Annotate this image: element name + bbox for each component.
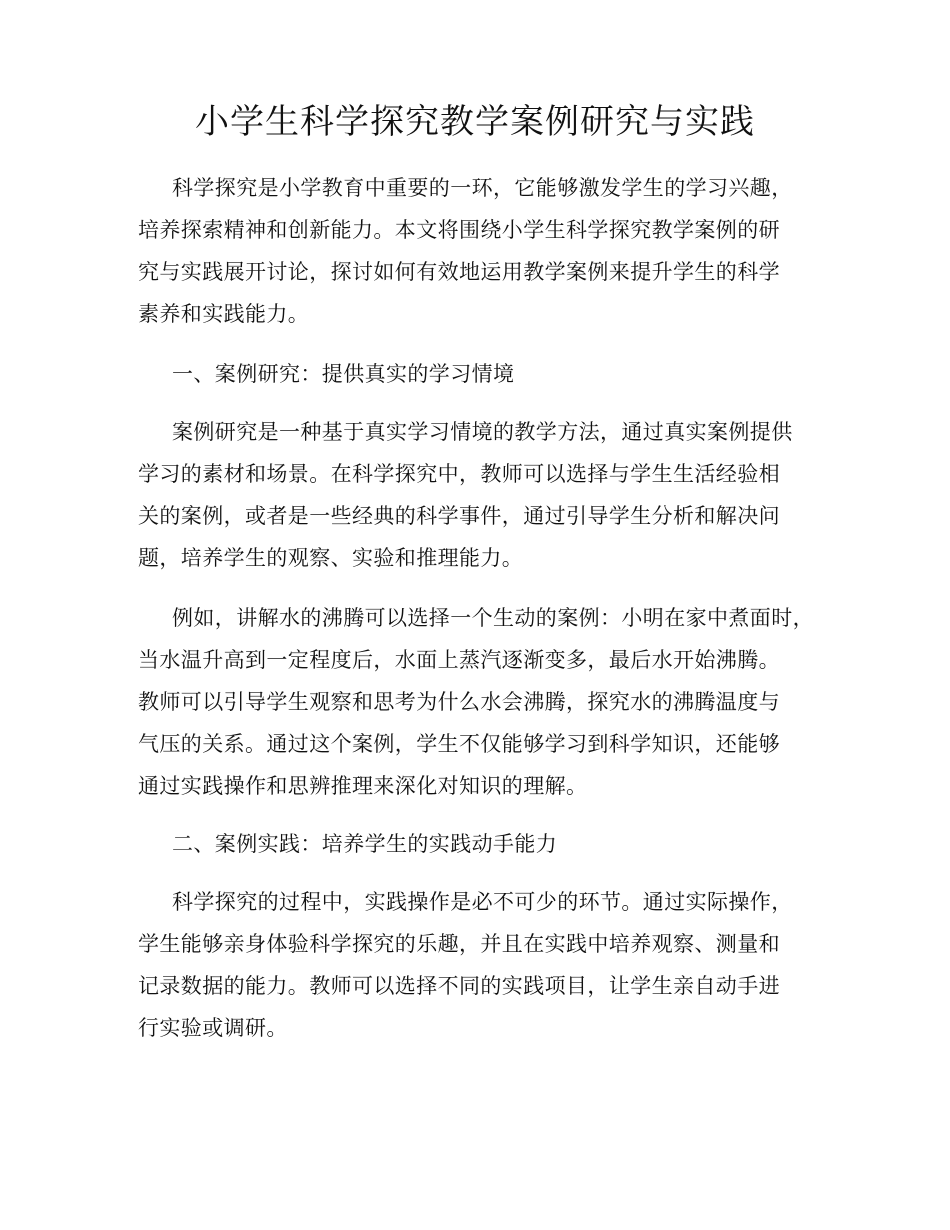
paragraph-line: 关的案例，或者是一些经典的科学事件，通过引导学生分析和解决问 xyxy=(138,504,780,528)
paragraph-line: 例如，讲解水的沸腾可以选择一个生动的案例：小明在家中煮面时， xyxy=(172,606,814,630)
paragraph-line: 学生能够亲身体验科学探究的乐趣，并且在实践中培养观察、测量和 xyxy=(138,932,780,956)
paragraph-line: 题，培养学生的观察、实验和推理能力。 xyxy=(138,546,524,570)
paragraph-line: 素养和实践能力。 xyxy=(138,302,310,326)
paragraph-line: 当水温升高到一定程度后，水面上蒸汽逐渐变多，最后水开始沸腾。 xyxy=(138,648,780,672)
paragraph-line: 培养探索精神和创新能力。本文将围绕小学生科学探究教学案例的研 xyxy=(138,218,780,242)
section-heading-1: 一、案例研究：提供真实的学习情境 xyxy=(172,362,515,386)
paragraph-line: 科学探究的过程中，实践操作是必不可少的环节。通过实际操作， xyxy=(172,890,793,914)
paragraph-line: 气压的关系。通过这个案例，学生不仅能够学习到科学知识，还能够 xyxy=(138,732,780,756)
paragraph-line: 学习的素材和场景。在科学探究中，教师可以选择与学生生活经验相 xyxy=(138,462,780,486)
document-title: 小学生科学探究教学案例研究与实践 xyxy=(195,102,755,142)
paragraph-line: 通过实践操作和思辨推理来深化对知识的理解。 xyxy=(138,774,588,798)
paragraph-line: 究与实践展开讨论，探讨如何有效地运用教学案例来提升学生的科学 xyxy=(138,260,780,284)
paragraph-line: 案例研究是一种基于真实学习情境的教学方法，通过真实案例提供 xyxy=(172,420,793,444)
paragraph-line: 科学探究是小学教育中重要的一环，它能够激发学生的学习兴趣， xyxy=(172,176,793,200)
paragraph-line: 记录数据的能力。教师可以选择不同的实践项目，让学生亲自动手进 xyxy=(138,974,780,998)
paragraph-line: 行实验或调研。 xyxy=(138,1016,288,1040)
paragraph-line: 教师可以引导学生观察和思考为什么水会沸腾，探究水的沸腾温度与 xyxy=(138,690,780,714)
section-heading-2: 二、案例实践：培养学生的实践动手能力 xyxy=(172,832,558,856)
